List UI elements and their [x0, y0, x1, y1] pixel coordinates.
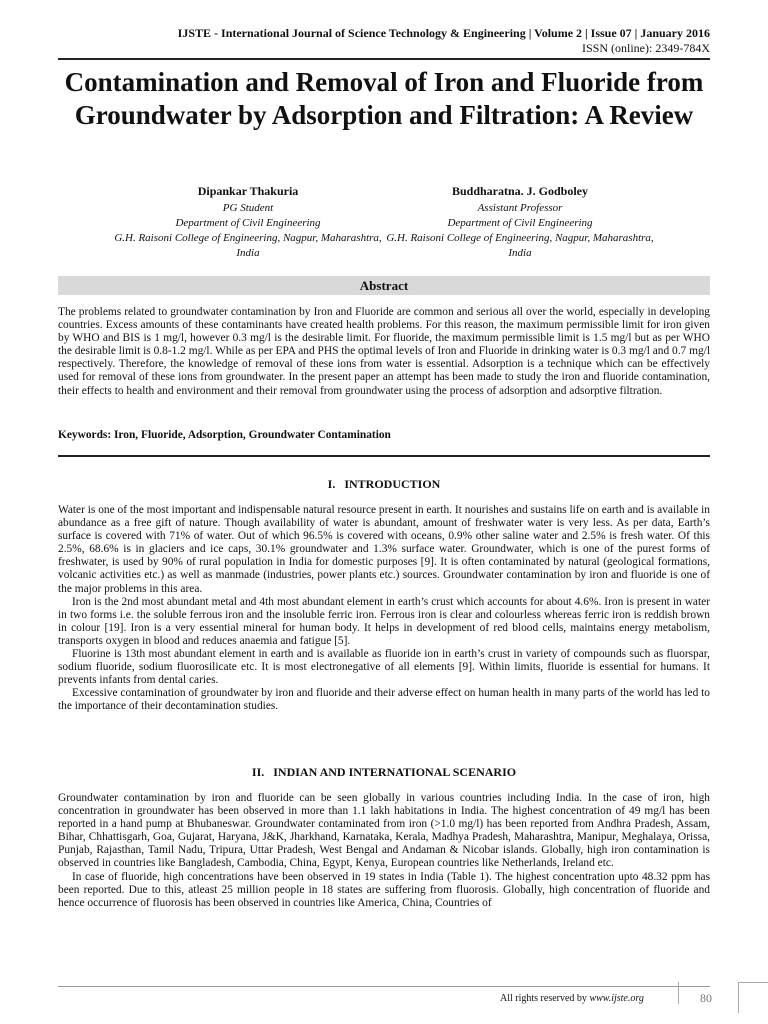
paragraph: Water is one of the most important and indispensable natural resource present in earth. It nourishes and sustains life on earth and is available in abundance as a free gift of nature. Though availability of water is abundant, amount of freshwater water is very less. As per data, Earth’s surface is covered with 71% of water. Out of which 96.5% is covered with oceans, 0.9% other saline water and 2.5% is fresh water. Of this 2.5%, 68.6% is in glaciers and ice caps, 30.1% groundwater and 1.3% surface water. Groundwater, which is one of the purest forms of freshwater, is used by 90% of rural population in India for domestic purposes [9]. It is often contaminated by natural (geological formations, volcanic activities etc.) as well as manmade (industries, power plants etc.) sources. Groundwater contamination by iron and fluoride is one of the major problems in this area. — [58, 504, 710, 595]
issn-line: ISSN (online): 2349-784X — [582, 41, 710, 55]
section-number: II. — [251, 765, 265, 779]
section-heading-introduction — [58, 477, 710, 492]
scenario-body — [58, 792, 710, 910]
author-name: Dipankar Thakuria — [197, 184, 299, 198]
author-department: Department of Civil Engineering — [175, 217, 321, 229]
footer-rights — [500, 993, 644, 1004]
author-institution: G.H. Raisoni College of Engineering, Nagpur, Maharashtra, India — [386, 232, 654, 259]
paragraph: Fluorine is 13th most abundant element in earth and is available as fluoride ion in earth’s crust in variety of compounds such as fluorspar, sodium fluoride, sodium fluorosilicate etc. It is most electronegative of all elements [9]. Within limits, fluoride is essential for humans. It prevents infants from dental caries. — [58, 648, 710, 687]
paragraph: Excessive contamination of groundwater by iron and fluoride and their adverse effect on human health in many parts of the world has led to the importance of their decontamination studies. — [58, 687, 710, 713]
author-name: Buddharatna. J. Godboley — [451, 184, 589, 198]
author-institution: G.H. Raisoni College of Engineering, Nagpur, Maharashtra, India — [114, 232, 382, 259]
author-block-1 — [103, 184, 393, 261]
abstract-heading: Abstract — [58, 276, 710, 295]
header-rule — [58, 58, 710, 60]
section-number: I. — [327, 477, 336, 491]
paper-title: Contamination and Removal of Iron and Fluoride from Groundwater by Adsorption and Filtration: A Review — [64, 67, 704, 130]
footer-divider — [678, 982, 679, 1004]
introduction-body — [58, 504, 710, 714]
section-heading-scenario — [58, 765, 710, 780]
site-link[interactable]: www.ijste.org — [589, 993, 644, 1004]
page-number: 80 — [700, 991, 712, 1005]
paragraph: Iron is the 2nd most abundant metal and 4th most abundant element in earth’s crust which accounts for about 4.6%. Iron is present in water in two forms i.e. the soluble ferrous iron and the insoluble ferric iron. Ferrous iron is clear and colourless whereas ferric iron is reddish brown in colour [19]. Iron is a very essential mineral for human body. It helps in development of red blood cells, maintains energy metabolism, transports oxygen in blood and reduces anaemia and fatigue [5]. — [58, 595, 710, 647]
section-title: INDIAN AND INTERNATIONAL SCENARIO — [273, 765, 517, 779]
keywords: Keywords: Iron, Fluoride, Adsorption, Groundwater Contamination — [58, 429, 391, 441]
footer-rule — [58, 986, 710, 987]
author-role: Assistant Professor — [477, 202, 563, 214]
author-block-2 — [375, 184, 665, 261]
author-role: PG Student — [222, 202, 274, 214]
journal-header: IJSTE - International Journal of Science Technology & Engineering | Volume 2 | Issue 07 | January 2016 — [177, 26, 710, 40]
paragraph: Groundwater contamination by iron and fluoride can be seen globally in various countries including India. In the case of iron, high concentration in groundwater has been observed in more than 1.1 lakh habitations in India. The highest concentration of 49 mg/l has been reported in a hand pump at Bhubaneswar. Groundwater contaminated from iron (>1.0 mg/l) has been reported from Andhra Pradesh, Assam, Bihar, Chhattisgarh, Goa, Gujarat, Haryana, J&K, Jharkhand, Karnataka, Kerala, Madhya Pradesh, Maharashtra, Manipur, Meghalaya, Orissa, Punjab, Rajasthan, Tamil Nadu, Tripura, Uttar Pradesh, West Bengal and Andaman & Nicobar islands. Globally, high iron contamination is observed in countries like Bangladesh, Cambodia, China, Egypt, Kenya, European countries like Netherlands, Ireland etc. — [58, 792, 710, 870]
page-corner-mark — [738, 982, 768, 1013]
abstract-text: The problems related to groundwater contamination by Iron and Fluoride are common and serious all over the world, especially in developing countries. Excess amounts of these contaminants have created health problems. For this reason, the maximum permissible limit for iron given by WHO and BIS is 1 mg/l, however 0.3 mg/l is the desirable limit. For fluoride, the maximum permissible limit is 1.5 mg/l but as per WHO the desirable limit is 0.8-1.2 mg/l. While as per EPA and PHS the optimal levels of Iron and Fluoride in drinking water is 0.3 mg/l and 0.7 mg/l respectively. Therefore, the knowledge of removal of these ions from water is essential. Adsorption is a technique which can be effectively used for removal of these ions from groundwater. In the present paper an attempt has been made to study the iron and fluoride contamination, their effects to health and environment and their removal from groundwater using the process of adsorption and adsorptive filtration. — [58, 306, 710, 397]
rights-text: All rights reserved by — [500, 993, 590, 1004]
section-title: INTRODUCTION — [344, 477, 441, 491]
author-department: Department of Civil Engineering — [447, 217, 593, 229]
abstract-rule — [58, 455, 710, 457]
paragraph: In case of fluoride, high concentrations have been observed in 19 states in India (Table 1). The highest concentration upto 48.32 ppm has been reported. Due to this, atleast 25 million people in 18 states are suffering from fluorosis. Globally, high concentration of fluoride and hence occurrence of fluorosis has been observed in countries like America, China, Countries of — [58, 870, 710, 909]
